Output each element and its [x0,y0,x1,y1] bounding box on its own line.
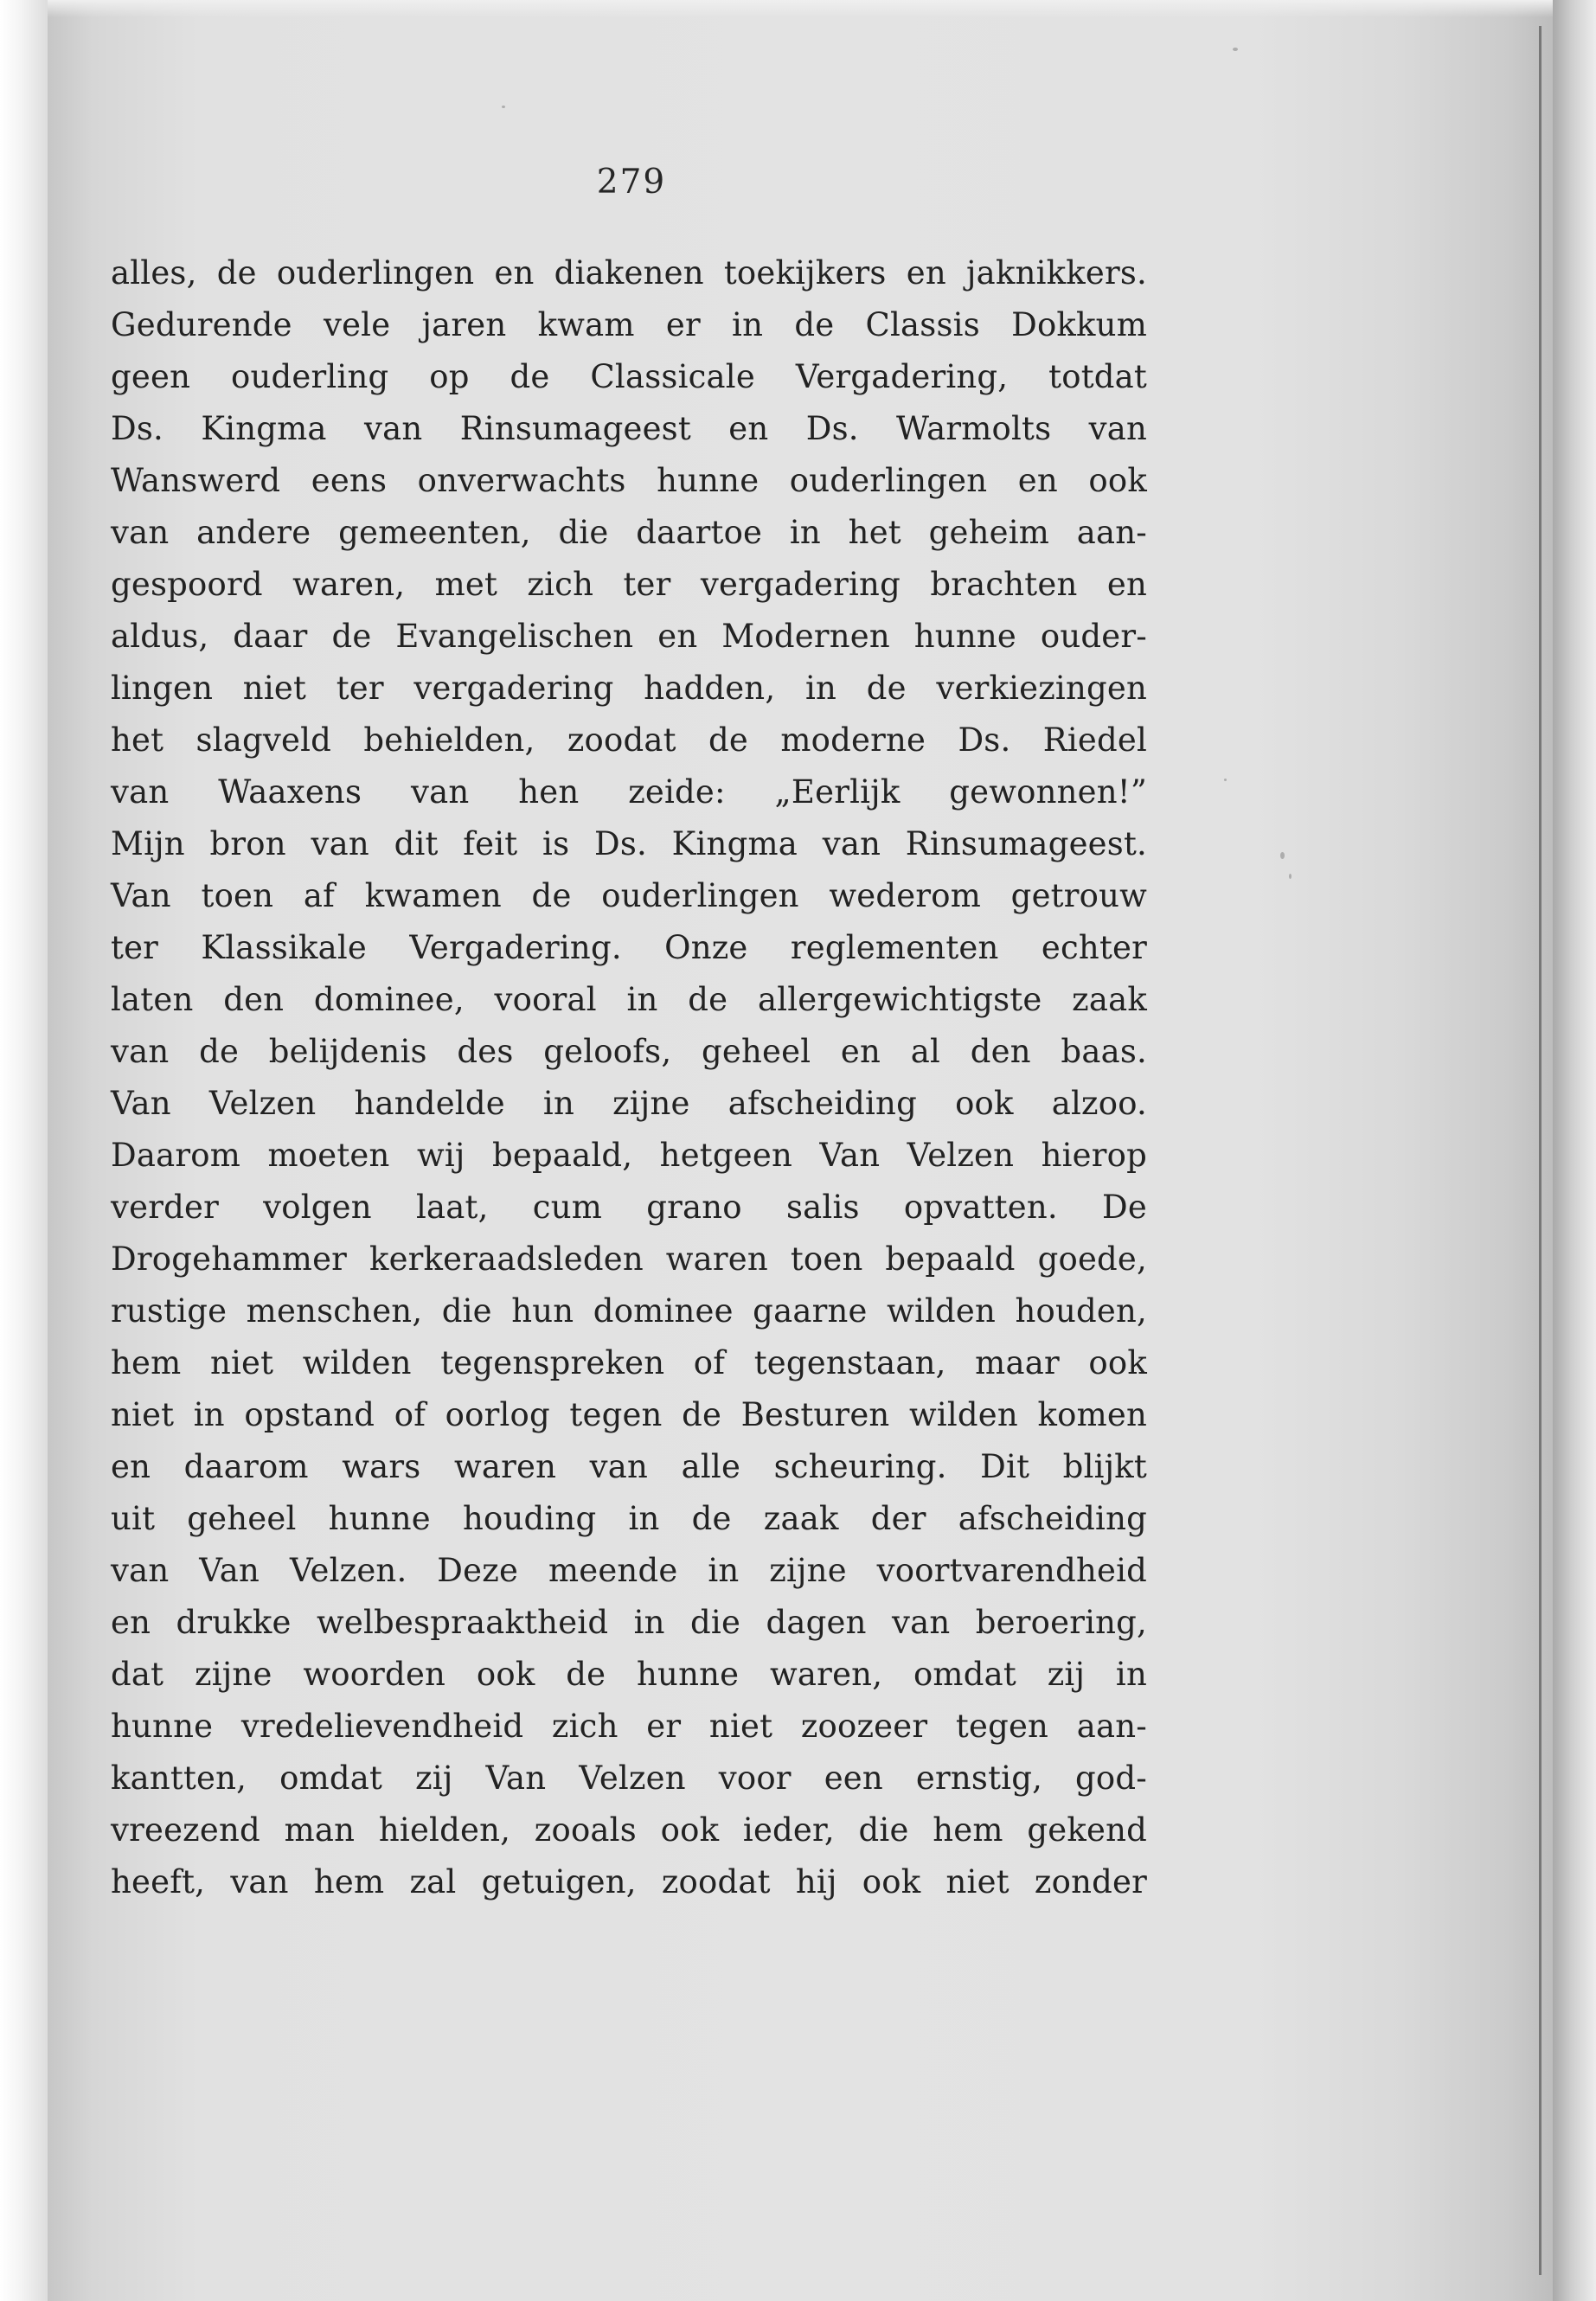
text-line: dat zijne woorden ook de hunne waren, omdat zij in [111,1656,1147,1693]
text-line: het slagveld behielden, zoodat de moderne Ds. Riedel [111,721,1147,759]
text-line: rustige menschen, die hun dominee gaarne wilden houden, [111,1292,1147,1330]
text-line: laten den dominee, vooral in de allergewichtigste zaak [111,981,1147,1018]
scan-right-margin [1553,0,1596,2301]
page-number: 279 [596,163,667,202]
text-line: gespoord waren, met zich ter vergadering brachten en [111,566,1147,603]
paper-top-highlight [48,0,1553,17]
dust-speck [1289,874,1292,879]
text-line: van Van Velzen. Deze meende in zijne voortvarendheid [111,1552,1147,1589]
page-edge-line [1539,26,1542,2275]
text-line: hunne vredelievendheid zich er niet zoozeer tegen aan- [111,1708,1147,1745]
text-line: vreezend man hielden, zooals ook ieder, die hem gekend [111,1811,1147,1849]
dust-speck [1280,852,1285,859]
text-line: ter Klassikale Vergadering. Onze reglementen echter [111,929,1147,966]
text-line: uit geheel hunne houding in de zaak der afscheiding [111,1500,1147,1537]
text-line: van de belijdenis des geloofs, geheel en al den baas. [111,1033,1147,1070]
body-text [111,247,1147,1908]
text-line: Ds. Kingma van Rinsumageest en Ds. Warmolts van [111,410,1147,447]
text-line: en drukke welbespraaktheid in die dagen van beroering, [111,1604,1147,1641]
text-line: geen ouderling op de Classicale Vergadering, totdat [111,358,1147,395]
text-line: hem niet wilden tegenspreken of tegenstaan, maar ook [111,1344,1147,1381]
dust-speck [1224,779,1227,781]
text-line: aldus, daar de Evangelischen en Modernen hunne ouder- [111,618,1147,655]
text-line: Van toen af kwamen de ouderlingen wederom getrouw [111,877,1147,914]
text-line: Daarom moeten wij bepaald, hetgeen Van Velzen hierop [111,1137,1147,1174]
text-line: Wanswerd eens onverwachts hunne ouderlingen en ook [111,462,1147,499]
scan-left-margin [0,0,52,2301]
text-line: van Waaxens van hen zeide: „Eerlijk gewonnen!” [111,773,1147,811]
text-line: niet in opstand of oorlog tegen de Besturen wilden komen [111,1396,1147,1433]
text-line: kantten, omdat zij Van Velzen voor een ernstig, god- [111,1759,1147,1797]
text-line: heeft, van hem zal getuigen, zoodat hij ook niet zonder [111,1863,1147,1900]
text-line: Gedurende vele jaren kwam er in de Classis Dokkum [111,306,1147,343]
text-line: verder volgen laat, cum grano salis opvatten. De [111,1189,1147,1226]
text-line: lingen niet ter vergadering hadden, in de verkiezingen [111,670,1147,707]
text-line: Van Velzen handelde in zijne afscheiding ook alzoo. [111,1085,1147,1122]
text-line: en daarom wars waren van alle scheuring. Dit blijkt [111,1448,1147,1485]
dust-speck [502,106,505,108]
text-line: Drogehammer kerkeraadsleden waren toen bepaald goede, [111,1240,1147,1278]
text-line: van andere gemeenten, die daartoe in het geheim aan- [111,514,1147,551]
text-line: alles, de ouderlingen en diakenen toekijkers en jaknikkers. [111,254,1147,292]
dust-speck [1233,48,1238,51]
text-line: Mijn bron van dit feit is Ds. Kingma van Rinsumageest. [111,825,1147,862]
